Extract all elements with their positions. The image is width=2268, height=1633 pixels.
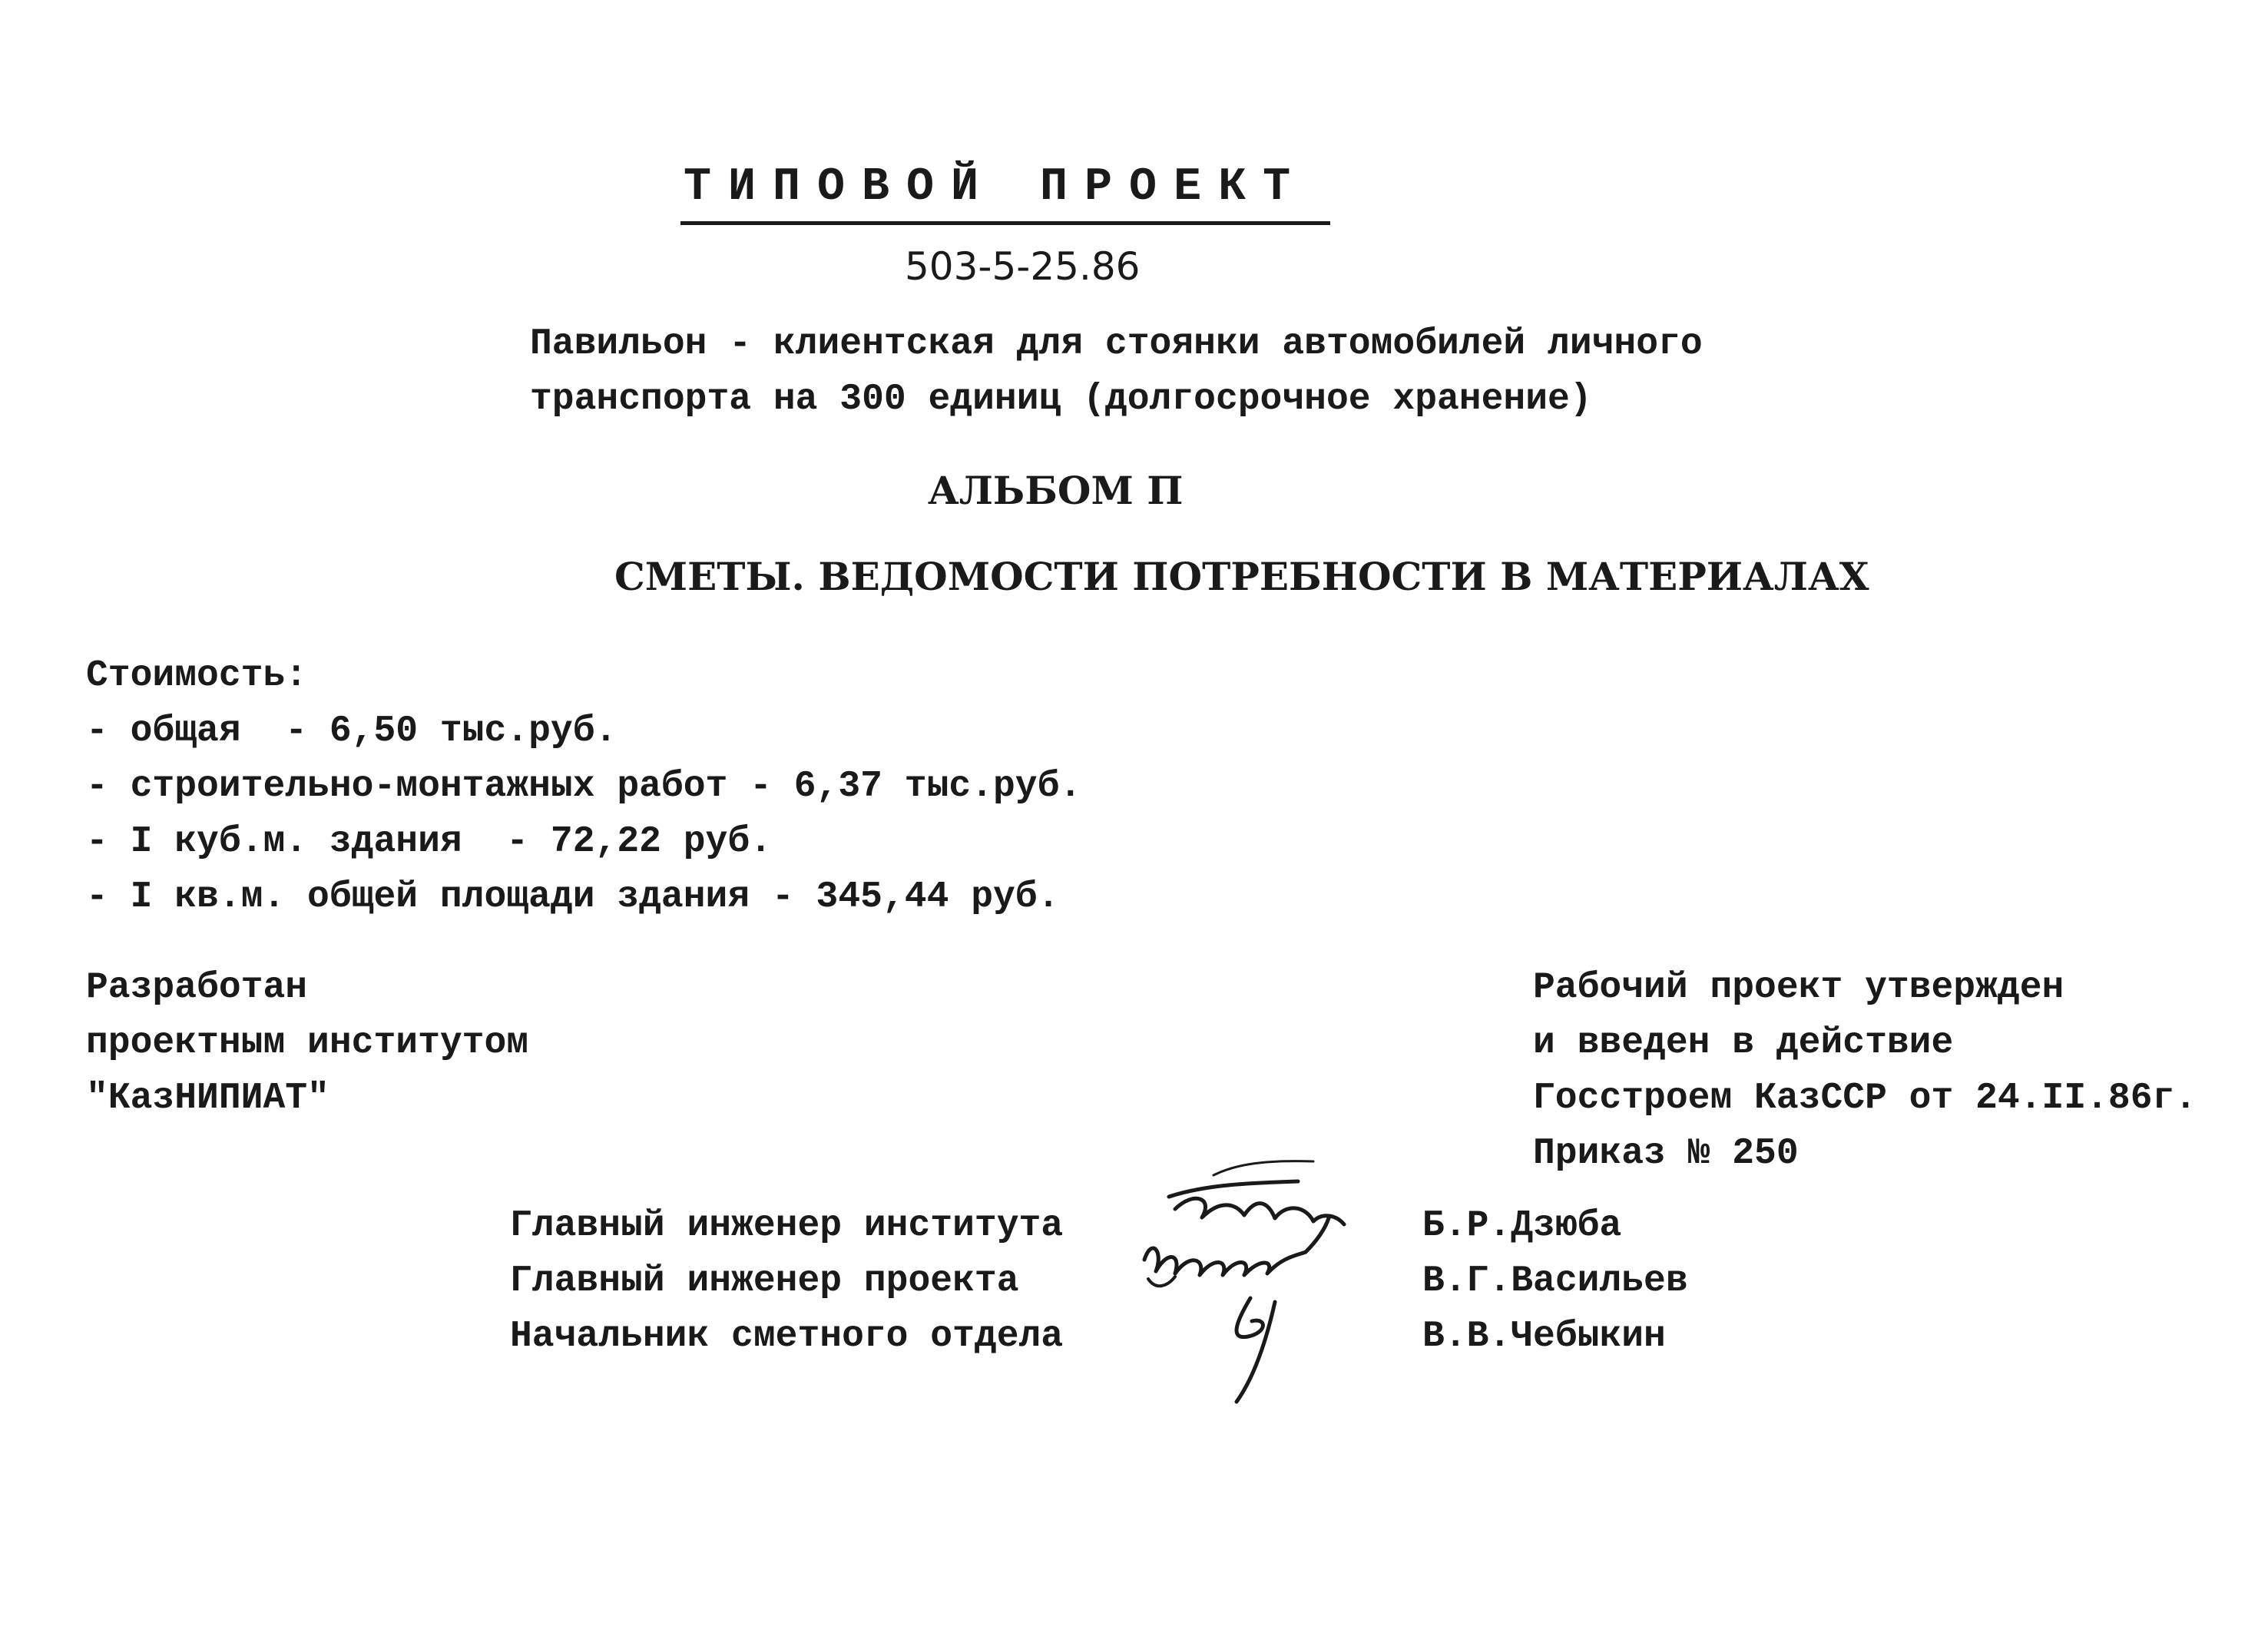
developer-line-1: Разработан (86, 967, 308, 1009)
cost-item-construction: - строительно-монтажных работ - 6,37 тыс.руб. (86, 766, 1082, 807)
cost-item-per-square-meter: - I кв.м. общей площади здания - 345,44 руб. (86, 876, 1060, 918)
approval-line-3: Госстроем КазССР от 24.II.86г. (1533, 1078, 2197, 1119)
album-label: АЛЬБОМ П (928, 468, 1184, 513)
signature-2-stroke (1144, 1218, 1329, 1275)
signature-role-2: Главный инженер проекта (510, 1260, 1019, 1302)
signature-1-hat (1213, 1161, 1313, 1175)
developer-line-3: "КазНИПИАТ" (86, 1078, 329, 1119)
cost-item-total: - общая - 6,50 тыс.руб. (86, 711, 617, 752)
signature-1-stroke (1169, 1181, 1344, 1224)
approval-line-1: Рабочий проект утвержден (1533, 967, 2064, 1009)
approval-line-4: Приказ № 250 (1533, 1133, 1799, 1174)
project-code: 503-5-25.86 (905, 244, 1141, 289)
cost-label: Стоимость: (86, 655, 308, 697)
project-name-line-2: транспорта на 300 единиц (долгосрочное хранение) (530, 379, 1592, 420)
title-underline (680, 221, 1330, 225)
cost-item-per-cubic-meter: - I куб.м. здания - 72,22 руб. (86, 821, 772, 863)
signature-role-3: Начальник сметного отдела (510, 1316, 1064, 1357)
signature-3-stroke (1237, 1298, 1275, 1402)
signature-role-1: Главный инженер института (510, 1205, 1064, 1247)
handwritten-signatures (1121, 1144, 1413, 1421)
album-subtitle: СМЕТЫ. ВЕДОМОСТИ ПОТРЕБНОСТИ В МАТЕРИАЛАХ (614, 554, 1869, 599)
document-title: ТИПОВОЙ ПРОЕКТ (684, 161, 1308, 214)
signature-person-3: В.В.Чебыкин (1422, 1316, 1666, 1357)
project-name-line-1: Павильон - клиентская для стоянки автомобилей личного (530, 323, 1703, 365)
developer-line-2: проектным институтом (86, 1022, 529, 1064)
signature-person-1: Б.Р.Дзюба (1422, 1205, 1622, 1247)
approval-line-2: и введен в действие (1533, 1022, 1954, 1064)
signature-person-2: В.Г.Васильев (1422, 1260, 1688, 1302)
signature-2-tail (1148, 1277, 1175, 1286)
